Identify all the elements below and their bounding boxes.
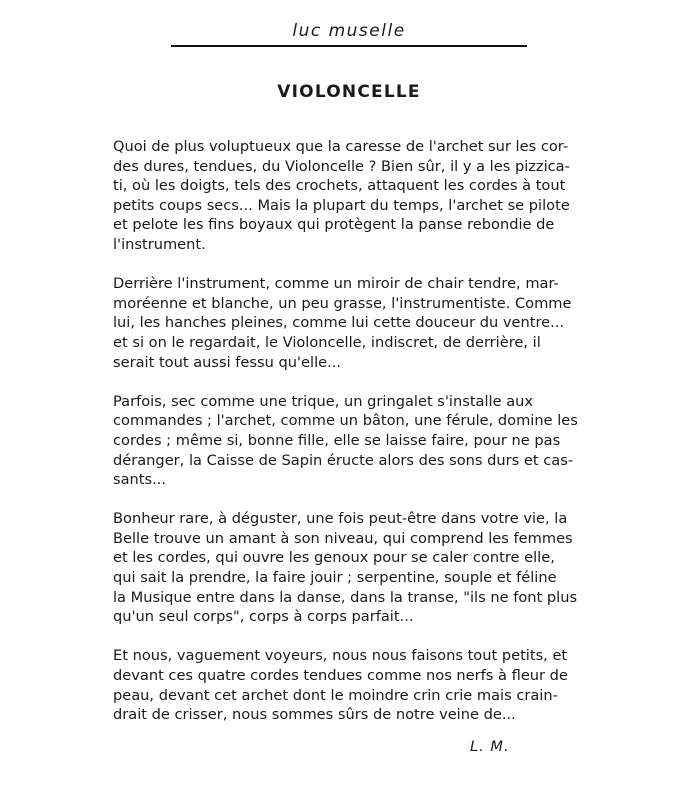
poem-body <box>113 137 583 744</box>
text-line: Quoi de plus voluptueux que la caresse de l'archet sur les cor- <box>113 138 569 155</box>
poem-title: VIOLONCELLE <box>277 82 421 102</box>
paragraph-2 <box>113 274 583 372</box>
text-line: Derrière l'instrument, comme un miroir de chair tendre, mar- <box>113 275 559 293</box>
text-line: qu'un seul corps", corps à corps parfait... <box>113 608 414 626</box>
paragraph-3 <box>113 392 583 490</box>
text-line: ti, où les doigts, tels des crochets, attaquent les cordes à tout <box>113 177 566 195</box>
paragraph-1 <box>113 137 583 255</box>
text-line: commandes ; l'archet, comme un bâton, une férule, domine les <box>113 412 578 430</box>
text-line: des dures, tendues, du Violoncelle ? Bien sûr, il y a les pizzica- <box>113 157 570 175</box>
paragraph-4 <box>113 509 583 627</box>
text-line: la Musique entre dans la danse, dans la transe, "ils ne font plus <box>113 588 578 606</box>
text-line: Belle trouve un amant à son niveau, qui comprend les femmes <box>113 529 573 547</box>
text-line: sants... <box>113 471 167 489</box>
text-line: petits coups secs... Mais la plupart du temps, l'archet se pilote <box>113 196 570 214</box>
text-line: Et nous, vaguement voyeurs, nous nous faisons tout petits, et <box>113 647 568 665</box>
text-line: et pelote les fins boyaux qui protègent la panse rebondie de <box>113 216 555 234</box>
paragraph-5 <box>113 646 583 724</box>
text-line: l'instrument. <box>113 235 206 253</box>
text-line: peau, devant cet archet dont le moindre crin crie mais crain- <box>113 686 558 704</box>
text-line: serait tout aussi fessu qu'elle... <box>113 353 342 371</box>
text-line: Bonheur rare, à déguster, une fois peut-être dans votre vie, la <box>113 510 568 528</box>
signature: L. M. <box>470 738 510 755</box>
text-line: cordes ; même si, bonne fille, elle se laisse faire, pour ne pas <box>113 431 561 449</box>
text-line: et si on le regardait, le Violoncelle, indiscret, de derrière, il <box>113 333 541 351</box>
text-line: drait de crisser, nous sommes sûrs de notre veine de... <box>113 706 516 724</box>
text-line: et les cordes, qui ouvre les genoux pour se caler contre elle, <box>113 549 555 567</box>
text-line: Parfois, sec comme une trique, un gringalet s'installe aux <box>113 392 534 410</box>
author-name: luc muselle <box>292 21 406 41</box>
header-divider <box>171 45 527 47</box>
text-line: déranger, la Caisse de Sapin éructe alors des sons durs et cas- <box>113 451 574 469</box>
text-line: qui sait la prendre, la faire jouir ; serpentine, souple et féline <box>113 569 557 587</box>
text-line: lui, les hanches pleines, comme lui cette douceur du ventre... <box>113 314 565 332</box>
text-line: devant ces quatre cordes tendues comme nos nerfs à fleur de <box>113 667 568 685</box>
text-line: moréenne et blanche, un peu grasse, l'instrumentiste. Comme <box>113 294 572 312</box>
